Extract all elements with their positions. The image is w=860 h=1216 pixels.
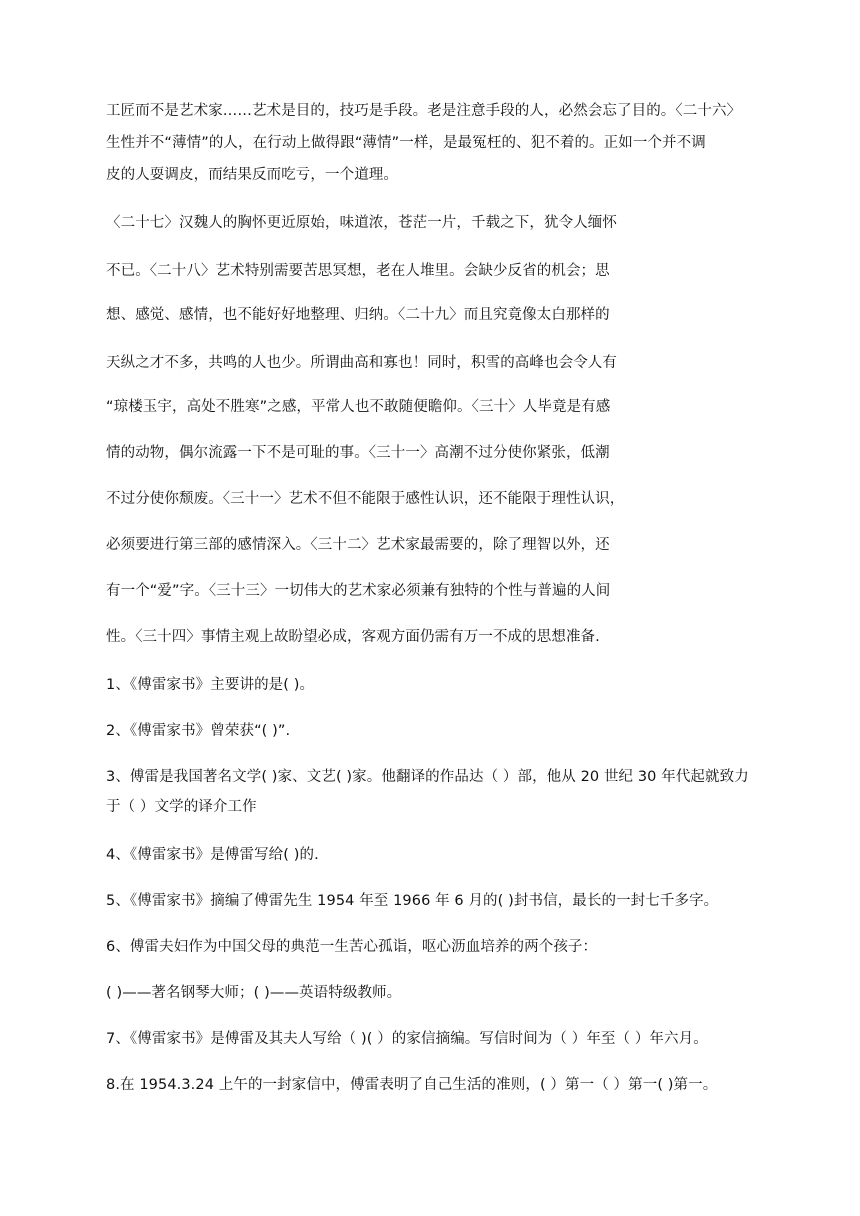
paragraph-line: 不已。〈二十八〉艺术特别需要苦思冥想，老在人堆里。会缺少反省的机会；思 <box>106 263 610 279</box>
paragraph-line: 〈二十七〉汉魏人的胸怀更近原始，味道浓，苍茫一片，千载之下，犹令人缅怀 <box>106 215 617 231</box>
paragraph-line: 性。〈三十四〉事情主观上故盼望必成，客观方面仍需有万一不成的思想准备. <box>106 629 600 645</box>
question-line: 5、《傅雷家书》摘编了傅雷先生 1954 年至 1966 年 6 月的( )封书信，最长的一封七千多字。 <box>106 893 719 909</box>
paragraph-line: 有一个“爱”字。〈三十三〉一切伟大的艺术家必须兼有独特的个性与普遍的人间 <box>106 583 611 599</box>
question-line: 7、《傅雷家书》是傅雷及其夫人写给（ )( ）的家信摘编。写信时间为（ ）年至（ ）年六月。 <box>106 1031 708 1047</box>
paragraph-line: 不过分使你颓废。〈三十一〉艺术不但不能限于感性认识，还不能限于理性认识， <box>106 491 625 507</box>
paragraph-line: “琼楼玉宇，高处不胜寒”之感，平常人也不敢随便瞻仰。〈三十〉人毕竟是有感 <box>106 399 611 415</box>
paragraph-line: 必须要进行第三部的感情深入。〈三十二〉艺术家最需要的，除了理智以外，还 <box>106 537 610 553</box>
question-line: 1、《傅雷家书》主要讲的是( )。 <box>106 677 315 693</box>
paragraph-line: 想、感觉、感情，也不能好好地整理、归纳。〈二十九〉而且究竟像太白那样的 <box>106 307 610 323</box>
question-line: 2、《傅雷家书》曾荣获“( )”. <box>106 723 291 739</box>
paragraph-line: 情的动物，偶尔流露一下不是可耻的事。〈三十一〉高潮不过分使你紧张，低潮 <box>106 445 610 461</box>
paragraph-line: 生性并不“薄情”的人，在行动上做得跟“薄情”一样，是最冤枉的、犯不着的。正如一个并不调 <box>106 135 706 151</box>
paragraph-line: 工匠而不是艺术家……艺术是目的，技巧是手段。老是注意手段的人，必然会忘了目的。〈二十六〉 <box>106 103 742 119</box>
question-line: 3、傅雷是我国著名文学( )家、文艺( )家。他翻译的作品达（ ）部，他从 20 世纪 30 年代起就致力 <box>106 769 749 785</box>
question-line: 于（ ）文学的译介工作 <box>106 799 257 815</box>
question-line: ( )——著名钢琴大师；( )——英语特级教师。 <box>106 985 402 1001</box>
question-line: 4、《傅雷家书》是傅雷写给( )的. <box>106 847 319 863</box>
paragraph-line: 皮的人耍调皮，而结果反而吃亏，一个道理。 <box>106 167 398 183</box>
question-line: 6、傅雷夫妇作为中国父母的典范一生苦心孤诣，呕心沥血培养的两个孩子： <box>106 939 598 955</box>
question-line: 8.在 1954.3.24 上午的一封家信中，傅雷表明了自己生活的准则，( ）第一（ ）第一( )第一。 <box>106 1077 718 1093</box>
paragraph-line: 天纵之才不多，共鸣的人也少。所谓曲高和寡也！同时，积雪的高峰也会令人有 <box>106 355 617 371</box>
